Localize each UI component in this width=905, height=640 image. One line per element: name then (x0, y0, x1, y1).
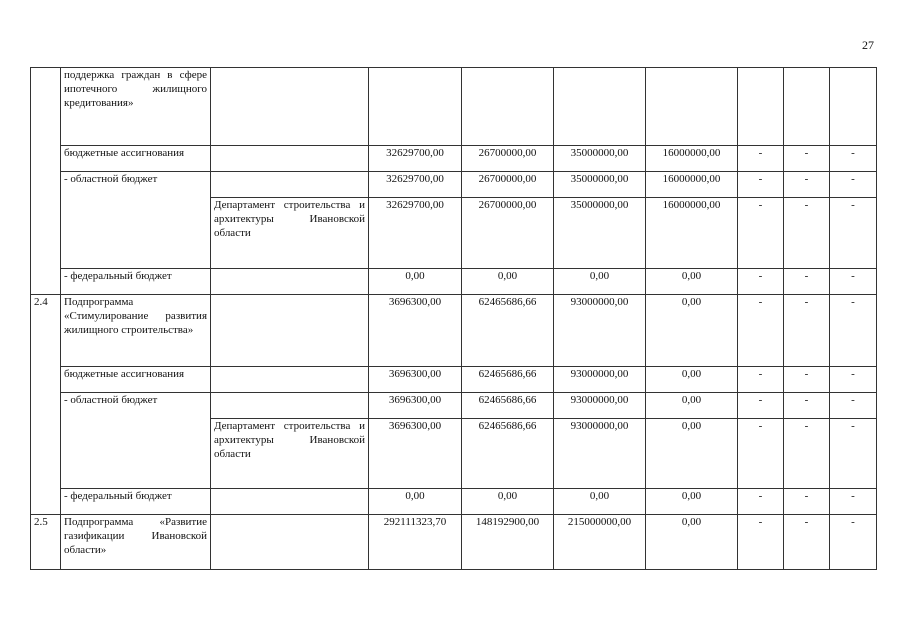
extra-cell: - (830, 198, 877, 269)
row-label: - областной бюджет (61, 172, 211, 269)
extra-cell: - (738, 515, 784, 570)
value-cell: 26700000,00 (462, 198, 554, 269)
value-cell: 32629700,00 (369, 172, 462, 198)
value-cell: 148192900,00 (462, 515, 554, 570)
extra-cell: - (738, 419, 784, 489)
value-cell: 0,00 (646, 393, 738, 419)
extra-cell: - (830, 419, 877, 489)
value-cell: 62465686,66 (462, 295, 554, 367)
extra-cell: - (738, 146, 784, 172)
row-name: поддержка граждан в сфере ипотечного жилищного кредитования» (61, 68, 211, 146)
table-row (31, 515, 877, 570)
value-cell: 62465686,66 (462, 367, 554, 393)
value-cell: 0,00 (646, 269, 738, 295)
value-cell: 16000000,00 (646, 146, 738, 172)
row-label: - областной бюджет (61, 393, 211, 489)
table-row (31, 68, 877, 146)
row-executor (211, 489, 369, 515)
value-cell: 62465686,66 (462, 393, 554, 419)
row-executor (211, 295, 369, 367)
value-cell: 35000000,00 (554, 146, 646, 172)
budget-table (30, 67, 877, 570)
extra-cell (738, 68, 784, 146)
extra-cell: - (830, 515, 877, 570)
table-row (31, 146, 877, 172)
table-row (31, 295, 877, 367)
value-cell: 3696300,00 (369, 393, 462, 419)
value-cell (554, 68, 646, 146)
table-row (31, 269, 877, 295)
value-cell: 0,00 (646, 367, 738, 393)
value-cell: 3696300,00 (369, 367, 462, 393)
value-cell: 16000000,00 (646, 172, 738, 198)
extra-cell (830, 68, 877, 146)
value-cell: 0,00 (462, 269, 554, 295)
row-executor (211, 146, 369, 172)
extra-cell: - (738, 393, 784, 419)
row-code: 2.4 (31, 295, 61, 515)
row-code (31, 68, 61, 295)
value-cell: 93000000,00 (554, 295, 646, 367)
value-cell: 3696300,00 (369, 419, 462, 489)
row-executor (211, 393, 369, 419)
value-cell: 26700000,00 (462, 146, 554, 172)
extra-cell: - (830, 295, 877, 367)
extra-cell: - (830, 489, 877, 515)
row-executor (211, 515, 369, 570)
value-cell: 292111323,70 (369, 515, 462, 570)
row-label: бюджетные ассигнования (61, 367, 211, 393)
table-row (31, 367, 877, 393)
table-row (31, 393, 877, 419)
extra-cell: - (738, 172, 784, 198)
value-cell: 32629700,00 (369, 198, 462, 269)
value-cell (369, 68, 462, 146)
extra-cell (784, 68, 830, 146)
value-cell: 0,00 (646, 515, 738, 570)
row-executor (211, 68, 369, 146)
row-executor (211, 269, 369, 295)
value-cell: 215000000,00 (554, 515, 646, 570)
extra-cell: - (738, 269, 784, 295)
value-cell: 26700000,00 (462, 172, 554, 198)
row-name: Подпрограмма «Развитие газификации Ивановской области» (61, 515, 211, 570)
value-cell: 35000000,00 (554, 198, 646, 269)
row-code: 2.5 (31, 515, 61, 570)
row-executor: Департамент строительства и архитектуры Ивановской области (211, 419, 369, 489)
extra-cell: - (784, 146, 830, 172)
value-cell: 0,00 (646, 419, 738, 489)
extra-cell: - (784, 393, 830, 419)
row-executor: Департамент строительства и архитектуры Ивановской области (211, 198, 369, 269)
value-cell: 0,00 (554, 489, 646, 515)
table-row (31, 172, 877, 198)
row-name: Подпрограмма «Стимулирование развития жилищного строительства» (61, 295, 211, 367)
row-label: бюджетные ассигнования (61, 146, 211, 172)
extra-cell: - (784, 269, 830, 295)
value-cell: 35000000,00 (554, 172, 646, 198)
value-cell: 0,00 (369, 269, 462, 295)
extra-cell: - (738, 295, 784, 367)
value-cell: 93000000,00 (554, 367, 646, 393)
value-cell: 32629700,00 (369, 146, 462, 172)
extra-cell: - (784, 172, 830, 198)
value-cell (646, 68, 738, 146)
row-label: - федеральный бюджет (61, 489, 211, 515)
value-cell: 16000000,00 (646, 198, 738, 269)
value-cell: 0,00 (369, 489, 462, 515)
extra-cell: - (784, 489, 830, 515)
table-row (31, 489, 877, 515)
value-cell: 0,00 (554, 269, 646, 295)
value-cell: 62465686,66 (462, 419, 554, 489)
extra-cell: - (830, 269, 877, 295)
row-label: - федеральный бюджет (61, 269, 211, 295)
row-executor (211, 172, 369, 198)
value-cell: 93000000,00 (554, 419, 646, 489)
extra-cell: - (784, 367, 830, 393)
extra-cell: - (830, 367, 877, 393)
extra-cell: - (784, 419, 830, 489)
extra-cell: - (738, 198, 784, 269)
extra-cell: - (830, 172, 877, 198)
value-cell (462, 68, 554, 146)
page-number: 27 (862, 38, 874, 52)
extra-cell: - (784, 295, 830, 367)
extra-cell: - (830, 146, 877, 172)
value-cell: 3696300,00 (369, 295, 462, 367)
value-cell: 0,00 (462, 489, 554, 515)
row-executor (211, 367, 369, 393)
value-cell: 0,00 (646, 295, 738, 367)
extra-cell: - (738, 489, 784, 515)
extra-cell: - (738, 367, 784, 393)
extra-cell: - (784, 515, 830, 570)
value-cell: 0,00 (646, 489, 738, 515)
extra-cell: - (830, 393, 877, 419)
extra-cell: - (784, 198, 830, 269)
value-cell: 93000000,00 (554, 393, 646, 419)
